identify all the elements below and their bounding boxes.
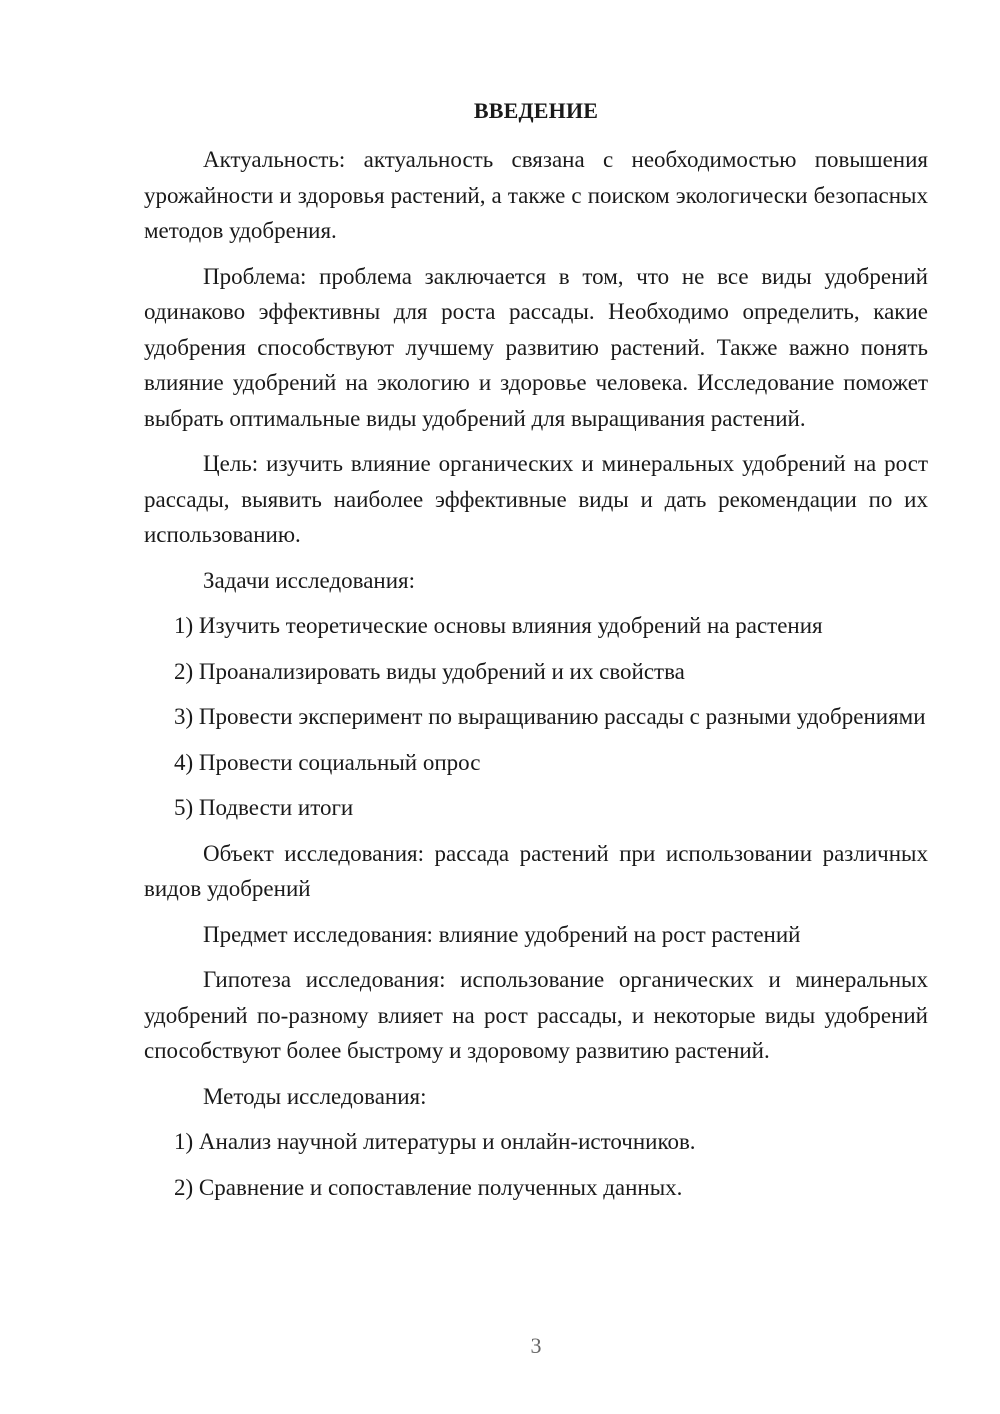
task-item-5: 5) Подвести итоги [174,795,354,820]
method-item-1: 1) Анализ научной литературы и онлайн-источников. [174,1129,696,1154]
goal-paragraph: Цель: изучить влияние органических и минеральных удобрений на рост рассады, выявить наиболее эффективные виды и дать рекомендации по их использованию. [144,451,928,547]
task-item-2: 2) Проанализировать виды удобрений и их свойства [174,658,685,684]
problem-paragraph: Проблема: проблема заключается в том, что не все виды удобрений одинаково эффективны для роста рассады. Необходимо определить, какие удобрения способствуют лучшему развитию растений. Также важно понять влияние удобрений на экологию и здоровье человека. Исследование поможет выбрать оптимальные виды удобрений для выращивания растений. [144,263,928,431]
tasks-heading: Задачи исследования: [203,567,416,593]
relevance-paragraph: Актуальность: актуальность связана с необходимостью повышения урожайности и здоровья растений, а также с поиском экологически безопасных методов удобрения. [144,147,928,243]
method-item-2: 2) Сравнение и сопоставление полученных данных. [174,1174,683,1200]
task-item-1: 1) Изучить теоретические основы влияния удобрений на растения [174,613,823,638]
document-page [144,0,928,1414]
task-item-4: 4) Провести социальный опрос [174,749,481,775]
task-item-3: 3) Провести эксперимент по выращиванию рассады с разными удобрениями [174,704,926,729]
hypothesis-paragraph: Гипотеза исследования: использование органических и минеральных удобрений по-разному влияет на рост рассады, и некоторые виды удобрений способствуют более быстрому и здоровому развитию растений. [144,967,928,1063]
page-title: ВВЕДЕНИЕ [473,98,599,123]
page-number: 3 [530,1333,542,1358]
document-body [144,142,928,1215]
object-paragraph: Объект исследования: рассада растений при использовании различных видов удобрений [144,840,928,901]
subject-paragraph: Предмет исследования: влияние удобрений на рост растений [203,921,801,947]
methods-heading: Методы исследования: [203,1083,427,1109]
